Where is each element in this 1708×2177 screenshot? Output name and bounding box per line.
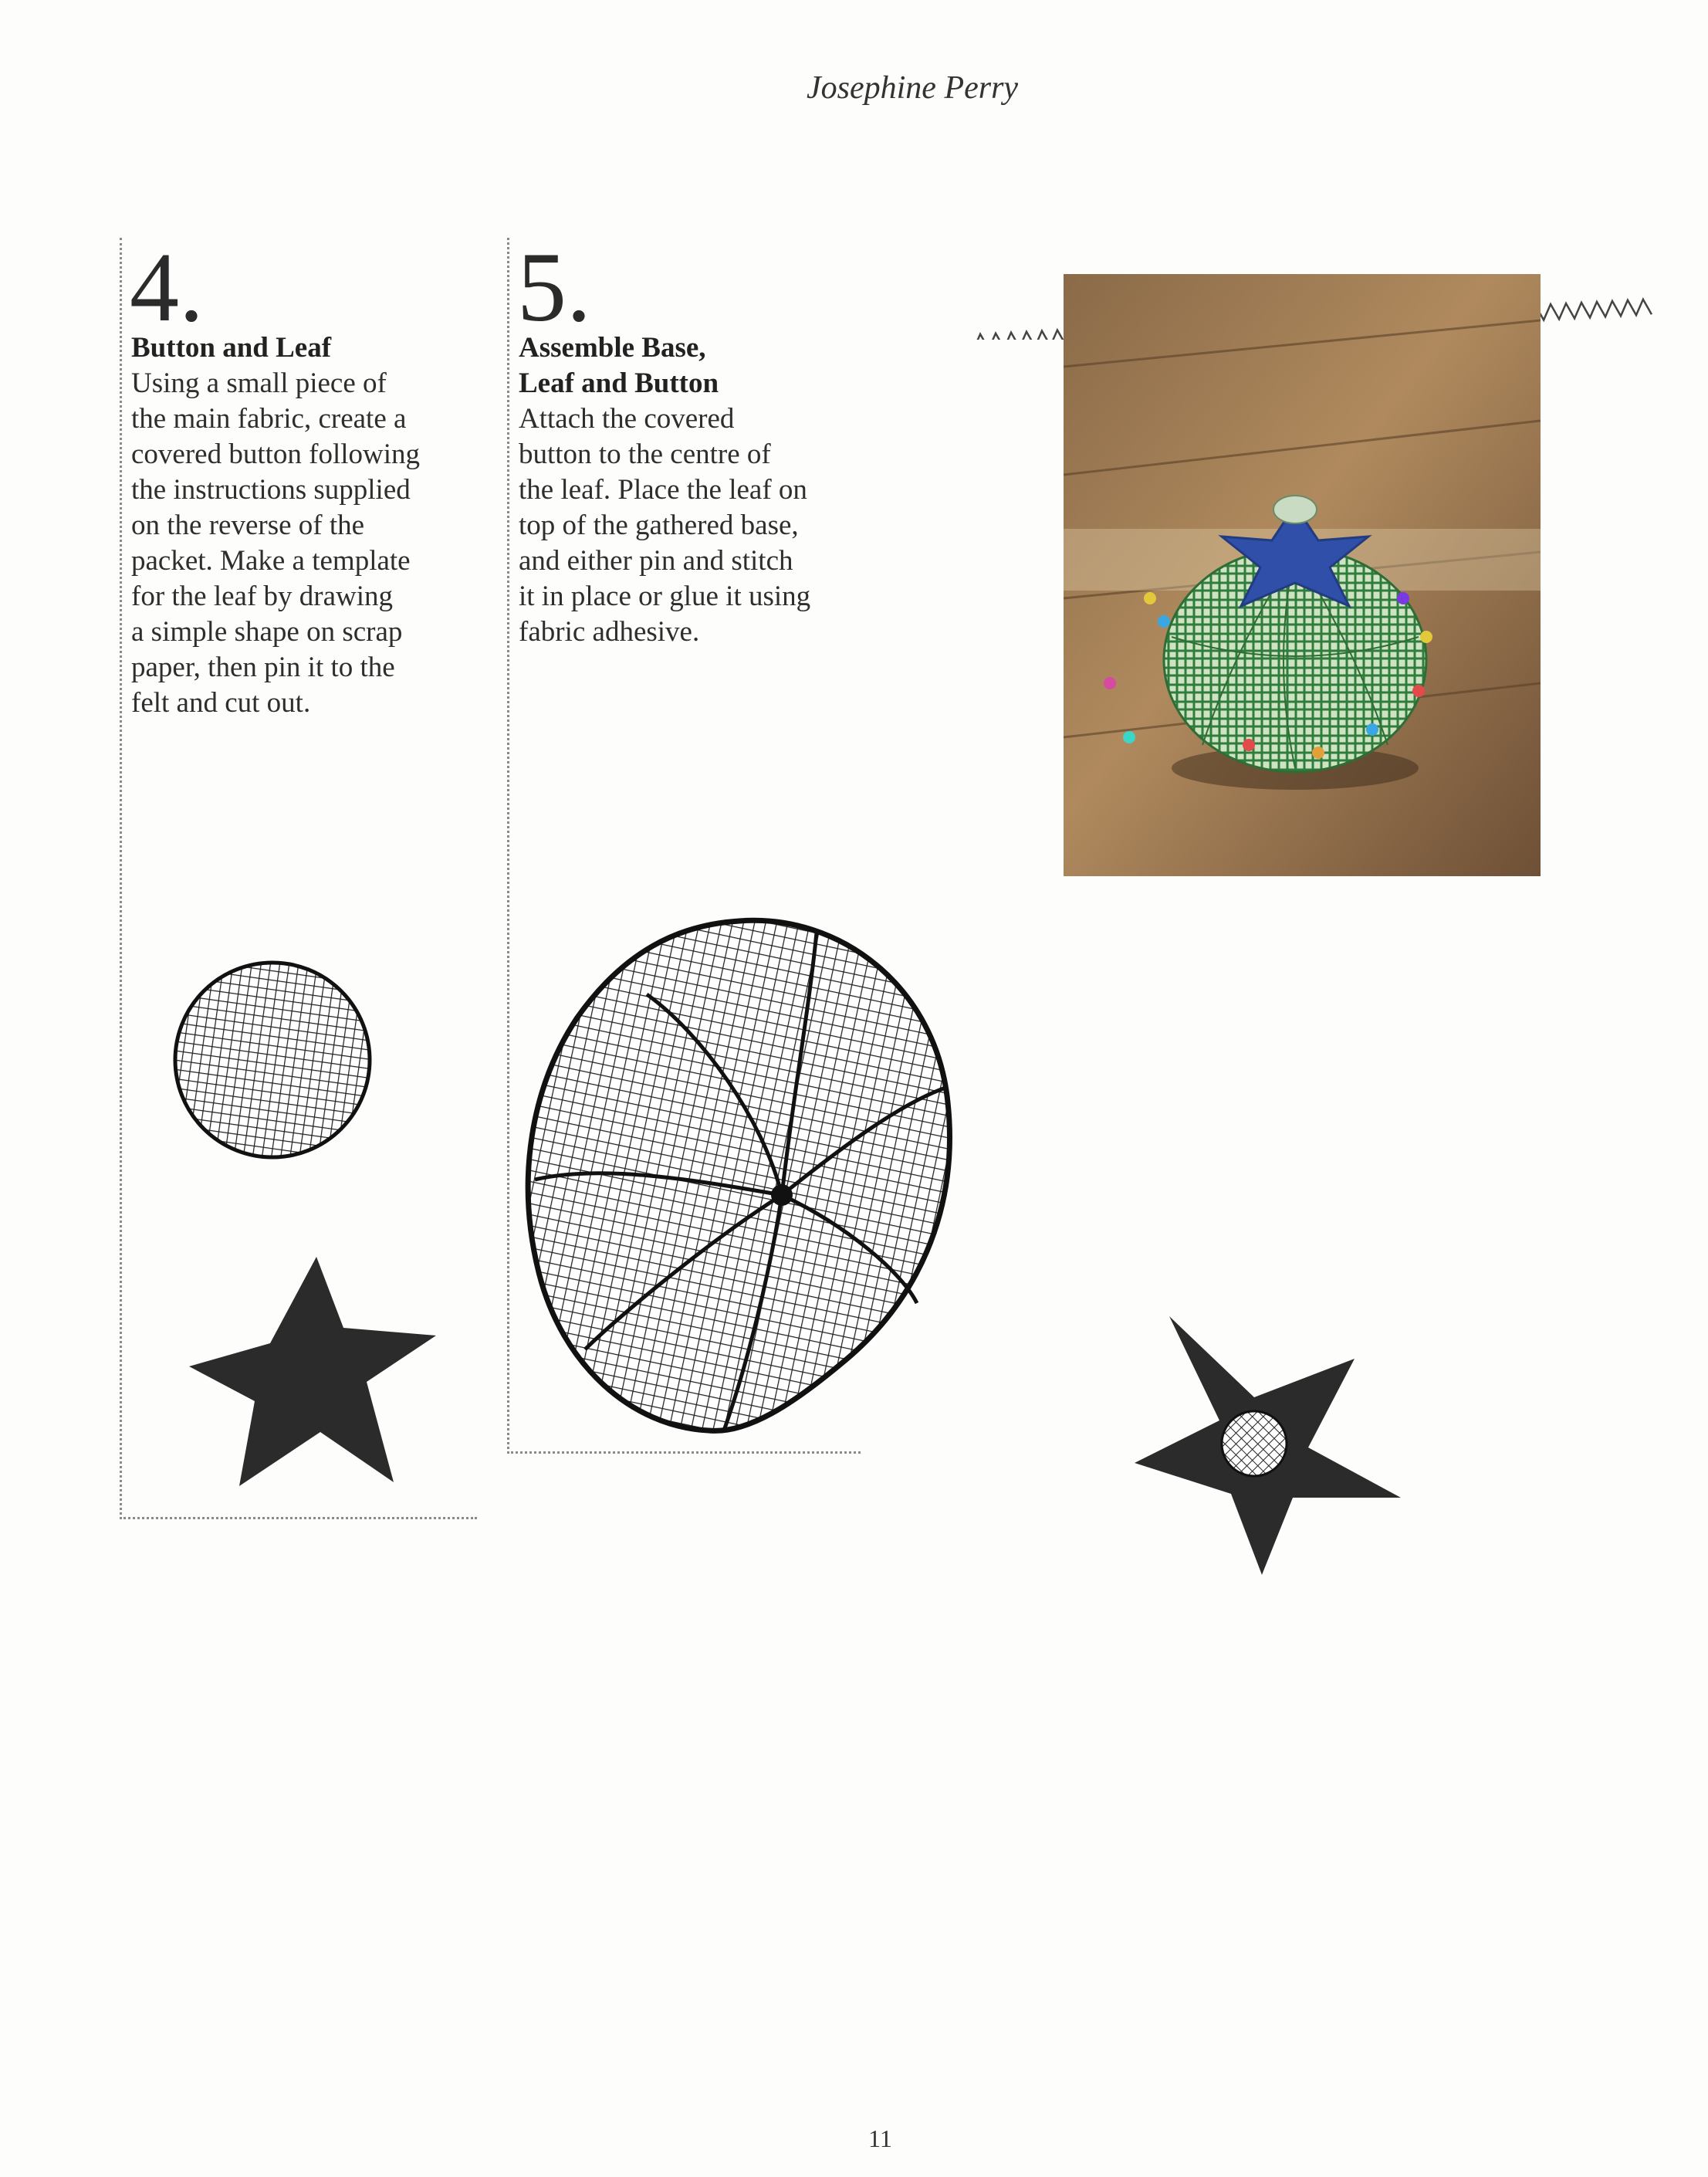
text-line: and either pin and stitch (519, 545, 793, 577)
step-title (519, 330, 827, 401)
gathered-base-illustration (516, 902, 963, 1442)
text-line: button to the centre of (519, 438, 771, 470)
step-number: 5. (517, 232, 591, 342)
step-title: Button and Leaf (131, 332, 332, 364)
text-line: felt and cut out. (131, 687, 311, 719)
text-line: the main fabric, create a (131, 403, 407, 435)
step-instructions (131, 366, 471, 721)
text-line: top of the gathered base, (519, 510, 799, 541)
text-line: the instructions supplied (131, 474, 411, 506)
felt-leaf-illustration (185, 1251, 448, 1498)
step-instructions (519, 401, 858, 650)
text-line: Using a small piece of (131, 367, 387, 399)
text-line: Attach the covered (519, 403, 735, 435)
covered-button-illustration (168, 956, 377, 1164)
text-line: covered button following (131, 438, 421, 470)
title-line: Leaf and Button (519, 367, 719, 399)
text-line: it in place or glue it using (519, 581, 811, 612)
title-line: Assemble Base, (519, 332, 706, 364)
text-line: a simple shape on scrap (131, 616, 403, 648)
text-line: the leaf. Place the leaf on (519, 474, 807, 506)
pincushion-photo (1064, 274, 1541, 876)
text-line: paper, then pin it to the (131, 652, 395, 683)
text-line: for the leaf by drawing (131, 581, 394, 612)
page-number: 11 (868, 2125, 892, 2152)
text-line: packet. Make a template (131, 545, 411, 577)
step-number: 4. (130, 232, 204, 342)
author-header: Josephine Perry (807, 70, 1019, 106)
text-line: on the reverse of the (131, 510, 365, 541)
text-line: fabric adhesive. (519, 616, 700, 648)
assembled-leaf-with-button-illustration (1127, 1312, 1405, 1575)
